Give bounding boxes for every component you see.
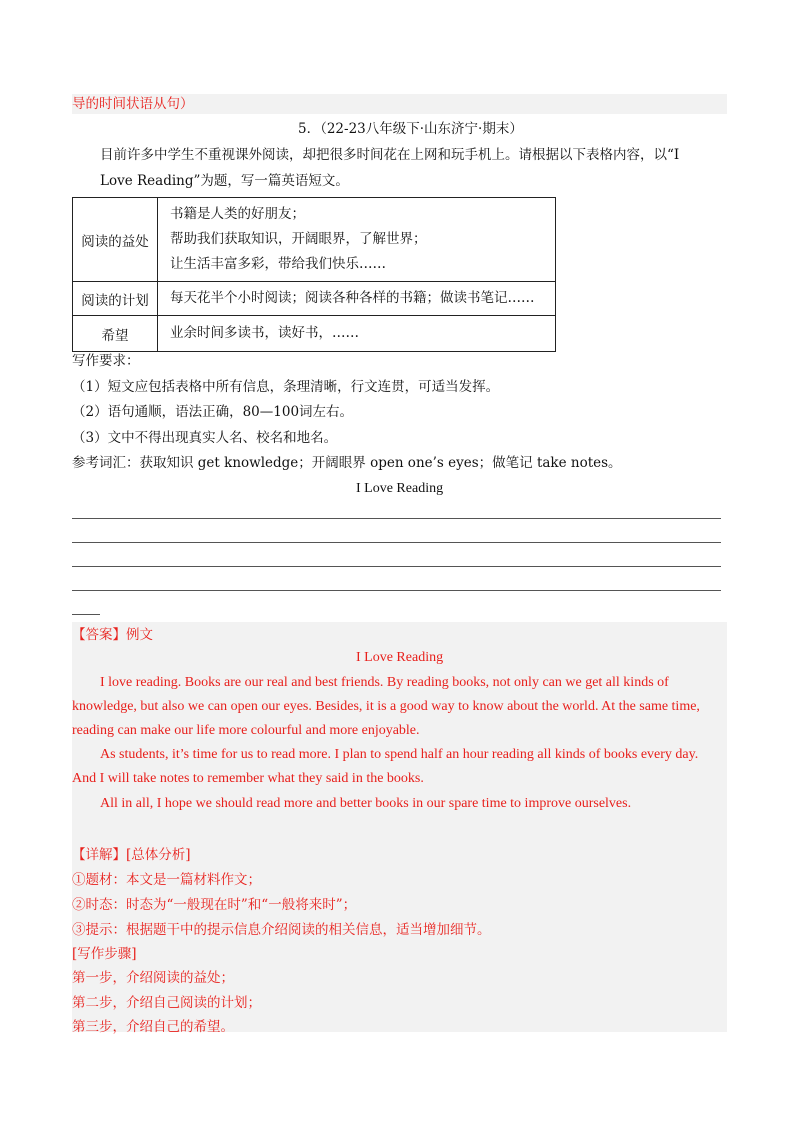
table-content-line: 每天花半个小时阅读；阅读各种各样的书籍；做读书笔记……: [170, 290, 535, 306]
table-label: 希望: [73, 316, 158, 352]
requirement-item: （3）文中不得出现真实人名、校名和地名。: [72, 430, 338, 446]
table-content: [158, 198, 556, 282]
table-content-line: 让生活丰富多彩，带给我们快乐……: [170, 256, 386, 272]
requirements-title: 写作要求：: [72, 353, 140, 369]
table-row: [73, 316, 556, 352]
table-row: [73, 198, 556, 282]
detail-point: ②时态：时态为“一般现在时”和“一般将来时”；: [72, 897, 357, 913]
answer-essay-line: All in all, I hope we should read more and better books in our spare time to improve ourselves.: [100, 796, 632, 811]
table-label: 阅读的益处: [73, 198, 158, 282]
prompt-line-1: 目前许多中学生不重视课外阅读，却把很多时间花在上网和玩手机上。请根据以下表格内容，以“I: [100, 147, 680, 163]
step-item: 第一步，介绍阅读的益处；: [72, 970, 234, 986]
vocabulary-reference: 参考词汇：获取知识 get knowledge；开阔眼界 open one’s eyes；做笔记 take notes。: [72, 455, 622, 471]
step-item: 第二步，介绍自己阅读的计划；: [72, 995, 261, 1011]
answer-essay-line: I love reading. Books are our real and best friends. By reading books, not only can we get all kinds of: [100, 675, 669, 690]
essay-title: I Love Reading: [356, 481, 444, 496]
table-row: [73, 282, 556, 316]
writing-line-end: [72, 614, 100, 615]
table-content-line: 业余时间多读书，读好书，……: [170, 325, 359, 341]
reading-info-table: [72, 197, 556, 352]
requirement-item: （2）语句通顺，语法正确，80—100词左右。: [72, 404, 354, 420]
table-content-line: 书籍是人类的好朋友；: [170, 206, 305, 222]
step-item: 第三步，介绍自己的希望。: [72, 1019, 234, 1035]
answer-essay-line: And I will take notes to remember what they said in the books.: [72, 771, 424, 786]
writing-line: [72, 566, 721, 567]
detail-point: ①题材：本文是一篇材料作文；: [72, 872, 261, 888]
answer-essay-line: reading can make our life more colourful and more enjoyable.: [72, 723, 420, 738]
table-content-line: 帮助我们获取知识，开阔眼界，了解世界；: [170, 231, 427, 247]
answer-label: 【答案】例文: [72, 627, 153, 643]
prompt-line-2: Love Reading”为题，写一篇英语短文。: [100, 173, 349, 189]
detail-label: 【详解】[总体分析]: [72, 847, 191, 863]
table-label: 阅读的计划: [73, 282, 158, 316]
steps-title: [写作步骤]: [72, 946, 137, 962]
table-content: [158, 316, 556, 352]
writing-line: [72, 542, 721, 543]
question-number: 5．（22-23八年级下·山东济宁·期末）: [298, 121, 523, 137]
requirement-item: （1）短文应包括表格中所有信息，条理清晰，行文连贯，可适当发挥。: [72, 379, 500, 395]
previous-answer-fragment: 导的时间状语从句）: [72, 96, 194, 112]
answer-essay-title: I Love Reading: [356, 650, 444, 665]
detail-point: ③提示：根据题干中的提示信息介绍阅读的相关信息，适当增加细节。: [72, 922, 491, 938]
answer-essay-line: knowledge, but also we can open our eyes. Besides, it is a good way to know about the world. At the same time,: [72, 699, 700, 714]
table-content: [158, 282, 556, 316]
writing-line: [72, 590, 721, 591]
answer-essay-line: As students, it’s time for us to read more. I plan to spend half an hour reading all kinds of books every day.: [100, 747, 699, 762]
writing-line: [72, 518, 721, 519]
